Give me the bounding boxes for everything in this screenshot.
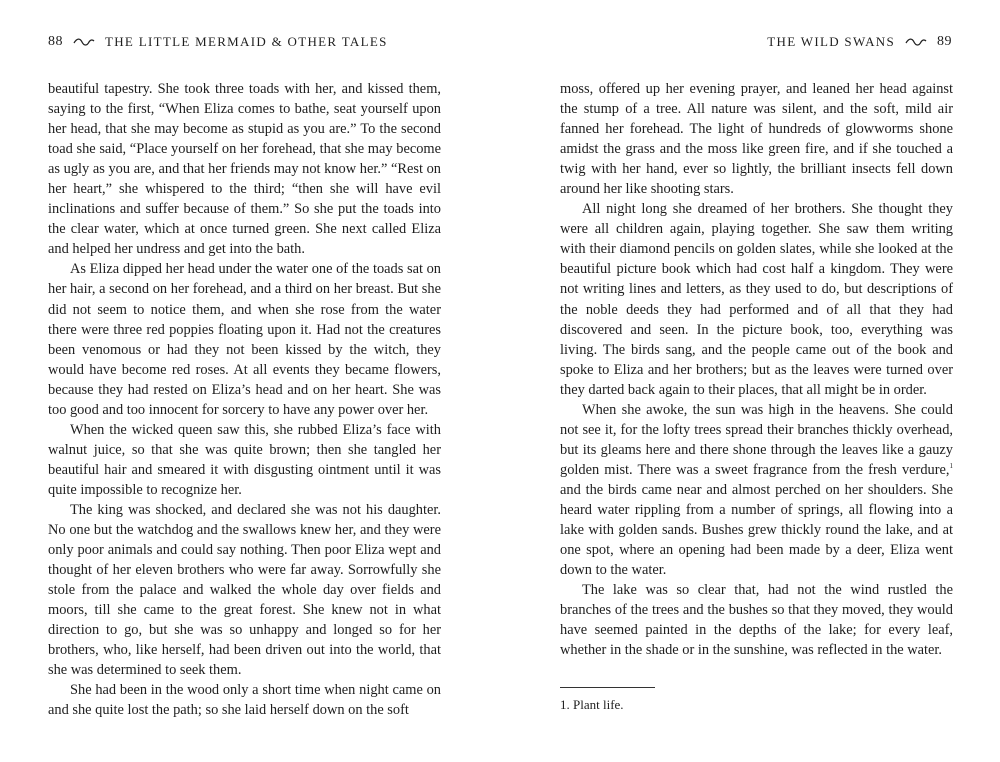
right-paragraph-2: All night long she dreamed of her brothers. She thought they were all children again, playing together. She saw them writing with their diamond pencils on golden slates, while she looked at the beautiful picture book which had cost half a kingdom. They were not writing lines and letters, as they used to do, but descriptions of the noble deeds they had performed and of all that they had discovered and seen. In the picture book, too, everything was living. The birds sang, and the people came out of the book and spoke to Eliza and her brothers; but as the leaves were turned over they darted back again to their places, that all might be in order.	[560, 201, 953, 398]
left-running-title: THE LITTLE MERMAID & OTHER TALES	[105, 34, 388, 49]
left-body-text	[48, 79, 441, 721]
paragraph-3-text-b: and the birds came near and almost perched on her shoulders. She heard water rippling from a number of springs, all flowing into a lake with golden sands. Bushes grew thickly round the lake, and at one spot, where an opening had been made by a deer, Eliza went down to the water.	[560, 481, 953, 579]
left-paragraph-1: beautiful tapestry. She took three toads with her, and kissed them, saying to the first, “When Eliza comes to bathe, seat yourself upon her head, that she may become as stupid as you are.” To the second toad she said, “Place yourself on her forehead, that she may become as ugly as you are, and that her friends may not know her.” “Rest on her heart,” she whispered to the third; “then she will have evil inclinations and suffer because of them.” So she put the toads into the clear water, which at once turned green. She next called Eliza and helped her undress and get into the bath.	[48, 81, 441, 258]
left-paragraph-3: When the wicked queen saw this, she rubbed Eliza’s face with walnut juice, so that she was quite brown; then she tangled her beautiful hair and smeared it with disgusting ointment until it was quite impossible to recognize her.	[48, 421, 441, 498]
swash-ornament-icon	[905, 37, 927, 47]
left-paragraph-5: She had been in the wood only a short time when night came on and she quite lost the path; so she laid herself down on the soft	[48, 682, 441, 719]
left-paragraph-2: As Eliza dipped her head under the water one of the toads sat on her hair, a second on her forehead, and a third on her breast. But she did not seem to notice them, and when she rose from the water there were three red poppies floating upon it. Had not the creatures been venomous or had they not been kissed by the witch, they would have become red roses. At all events they became flowers, because they had rested on Eliza’s head and on her heart. She was too good and too innocent for sorcery to have any power over her.	[48, 261, 441, 418]
left-page-number: 88	[48, 34, 63, 49]
footnote-reference[interactable]: 1	[949, 461, 953, 470]
right-paragraph-4: The lake was so clear that, had not the wind rustled the branches of the trees and the bushes so that they moved, they would have seemed painted in the depths of the lake; for every leaf, whether in the shade or in the sunshine, was reflected in the water.	[560, 582, 953, 659]
right-page-number: 89	[937, 34, 952, 49]
left-running-head	[48, 34, 388, 50]
swash-ornament-icon	[73, 37, 95, 47]
right-page	[500, 0, 1000, 762]
paragraph-3-text-a: When she awoke, the sun was high in the heavens. She could not see it, for the lofty trees spread their branches thickly overhead, but its gleams here and there shone through the leaves like a gauzy golden mist. There was a sweet fragrance from the fresh verdure,	[560, 401, 953, 478]
right-running-title: THE WILD SWANS	[767, 34, 895, 49]
footnote: 1. Plant life.	[560, 697, 624, 712]
right-body-text	[560, 79, 953, 660]
right-paragraph-3	[560, 400, 953, 580]
footnote-rule	[560, 687, 655, 688]
right-paragraph-1: moss, offered up her evening prayer, and leaned her head against the stump of a tree. All nature was silent, and the soft, mild air fanned her forehead. The light of hundreds of glowworms shone amidst the grass and the moss like green fire, and if she touched a twig with her hand, ever so lightly, the brilliant insects fell down around her like shooting stars.	[560, 81, 953, 198]
left-paragraph-4: The king was shocked, and declared she was not his daughter. No one but the watchdog and the swallows knew her, and they were only poor animals and could say nothing. Then poor Eliza wept and thought of her eleven brothers who were far away. Sorrowfully she stole from the palace and walked the whole day over fields and moors, till she came to the great forest. She knew not in what direction to go, but she was so unhappy and longed so for her brothers, who, like herself, had been driven out into the world, that she was determined to seek them.	[48, 501, 441, 679]
right-running-head	[767, 34, 952, 50]
